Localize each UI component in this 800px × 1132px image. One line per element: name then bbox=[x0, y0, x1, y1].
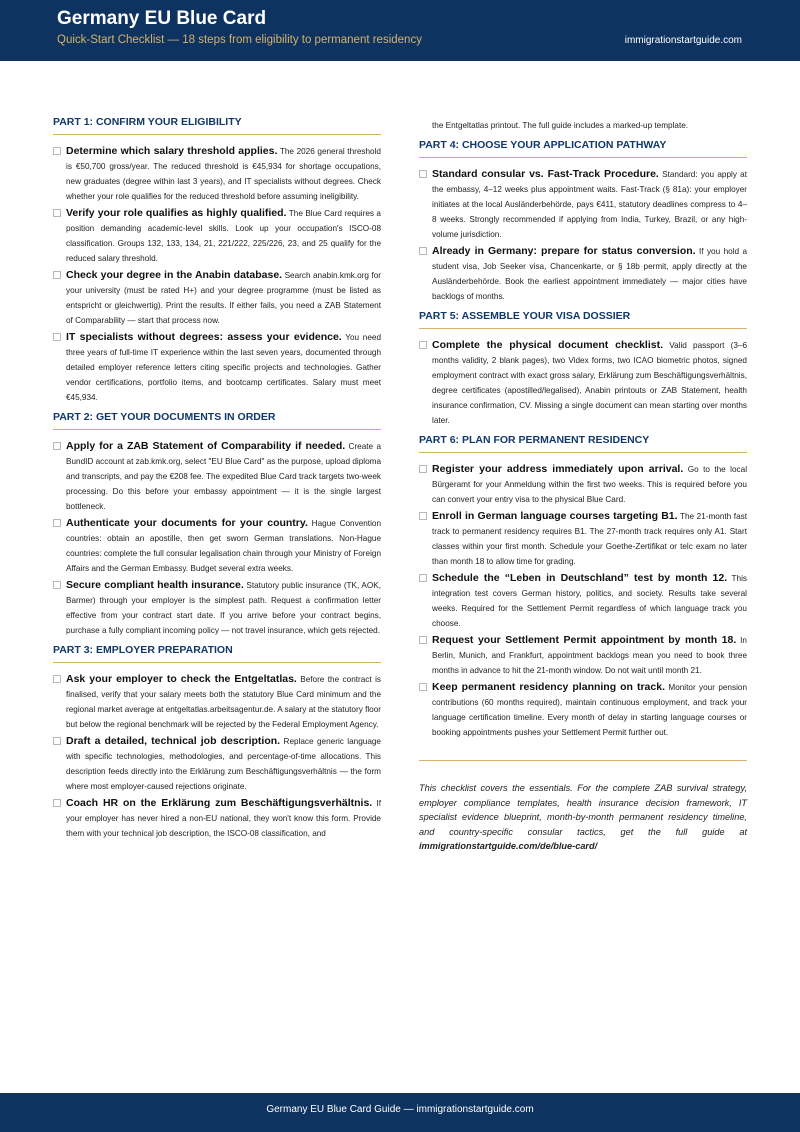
checkbox[interactable] bbox=[419, 170, 427, 178]
item-text: This integration test covers German history, politics, and society. Results take several weeks. Required for the Settlement Permit regardless of which language track you choose. bbox=[432, 574, 747, 628]
right-column bbox=[419, 118, 747, 854]
page-header bbox=[0, 0, 800, 61]
item-text: Go to the local Bürgeramt for your Anmeldung within the first two weeks. This is required before you can convert your entry visa to the physical Blue Card. bbox=[432, 465, 748, 504]
item-title: Enroll in German language courses targeting B1. bbox=[432, 510, 678, 522]
item-text: If you hold a student visa, Job Seeker visa, Chancenkarte, or § 18b permit, apply directly at the Ausländerbehörde. Book the earliest appointment immediately — major cities have backlogs of months. bbox=[432, 247, 748, 301]
item-text: Replace generic language with specific technologies, methodologies, and percentage-of-time allocations. This description feeds directly into the Erklärung zum Beschäftigungsverhältnis — the form where most employer-caused rejections originate. bbox=[66, 737, 381, 791]
item-text: Search anabin.kmk.org for your university (must be rated H+) and your degree programme (must be listed as entspricht or gleichwertig). Print the results. If either fails, you need a ZAB Statement of Comparability — start that process now. bbox=[66, 271, 381, 325]
checkbox[interactable] bbox=[53, 209, 61, 217]
item-text: Monitor your pension contributions (60 months required), maintain continuous employment, and track your language certification timeline. Every month of delay in starting language courses or booking appointments pushes your Settlement Permit further out. bbox=[432, 683, 748, 737]
page-title: Germany EU Blue Card bbox=[57, 8, 267, 29]
checklist-item[interactable] bbox=[53, 144, 381, 204]
item-continuation: the Entgeltatlas printout. The full guide includes a marked-up template. bbox=[432, 121, 689, 130]
checkbox[interactable] bbox=[53, 737, 61, 745]
item-text: Hague Convention countries: obtain an apostille, then get sworn German translations. Non-Hague countries: complete the full consular legalisation chain through your Ministry of Foreign Affairs and the German Embassy. Budget several extra weeks. bbox=[66, 519, 382, 573]
checkbox[interactable] bbox=[419, 247, 427, 255]
checkbox[interactable] bbox=[53, 442, 61, 450]
checkbox[interactable] bbox=[419, 465, 427, 473]
checklist-item[interactable] bbox=[419, 571, 747, 631]
item-title: Standard consular vs. Fast-Track Procedure. bbox=[432, 168, 659, 180]
item-title: Register your address immediately upon arrival. bbox=[432, 463, 684, 475]
checkbox[interactable] bbox=[53, 581, 61, 589]
part-5-heading: PART 5: ASSEMBLE YOUR VISA DOSSIER bbox=[419, 310, 747, 329]
checkbox[interactable] bbox=[53, 147, 61, 155]
checkbox[interactable] bbox=[419, 341, 427, 349]
checkbox[interactable] bbox=[419, 636, 427, 644]
checklist-item[interactable] bbox=[419, 633, 747, 678]
item-text: You need three years of full-time IT experience within the last seven years, documented through detailed employer reference letters citing specific projects and technologies. Gather vendor certifications, portfolio items, and bootcamp certificates. Salary must meet €45,934. bbox=[66, 333, 381, 402]
item-title: Check your degree in the Anabin database. bbox=[66, 269, 283, 281]
checklist-item[interactable] bbox=[53, 439, 381, 514]
checklist-item[interactable] bbox=[419, 244, 747, 304]
item-title: Keep permanent residency planning on track. bbox=[432, 681, 665, 693]
item-text: If your employer has never hired a non-EU national, they won't know this form. Provide them with your technical job description, the ISCO-08 classification, and bbox=[66, 799, 381, 838]
item-title: Draft a detailed, technical job description. bbox=[66, 735, 281, 747]
checklist-item[interactable] bbox=[53, 330, 381, 405]
part-2-heading: PART 2: GET YOUR DOCUMENTS IN ORDER bbox=[53, 411, 381, 430]
item-text: The 21-month fast track to permanent residency requires B1. The 27-month track requires only A1. Start classes within your first month. Schedule your Goethe-Zertifikat or telc exam no later than month 18 to allow time for grading. bbox=[432, 512, 747, 566]
closing-note bbox=[419, 781, 747, 854]
item-text: Statutory public insurance (TK, AOK, Barmer) through your employer is the simplest path. Request a confirmation letter effective from your contract start date. If you arrive before your contract begins, purchase a fully compliant incoming policy — not travel insurance, which gets rejected. bbox=[66, 581, 381, 635]
checkbox[interactable] bbox=[419, 512, 427, 520]
checkbox[interactable] bbox=[53, 799, 61, 807]
item-text: Standard: you apply at the embassy, 4–12 weeks plus appointment waits. Fast-Track (§ 81a): your employer initiates at the local Ausländerbehörde, pays €411, statutory deadlines compress to 4–8 weeks. Strongly recommended if applying from India, Turkey, Brazil, or any high-volume jurisdiction. bbox=[432, 170, 748, 239]
checklist-item[interactable] bbox=[419, 462, 747, 507]
checkbox[interactable] bbox=[53, 675, 61, 683]
item-text: Create a BundID account at zab.kmk.org, select "EU Blue Card" as the purpose, upload diploma and transcripts, and pay the €208 fee. The expedited Blue Card track targets two-week processing. Do this before your embassy appointment — it is the single largest bottleneck. bbox=[66, 442, 381, 511]
checklist-item[interactable] bbox=[53, 268, 381, 328]
item-title: Verify your role qualifies as highly qualified. bbox=[66, 207, 287, 219]
item-text: Before the contract is finalised, verify that your salary meets both the statutory Blue Card minimum and the regional market average at entgeltatlas.arbeitsagentur.de. A salary at the statutory floor but below the regional benchmark will be rejected by the Federal Employment Agency. bbox=[66, 675, 381, 729]
part-1-heading: PART 1: CONFIRM YOUR ELIGIBILITY bbox=[53, 116, 381, 135]
item-text: The Blue Card requires a position demanding academic-level skills. Look up your occupation's ISCO-08 classification. Groups 132, 133, 134, 21, 221/222, 225/226, 23, and 25 qualify for the reduced salary threshold. bbox=[66, 209, 381, 263]
guide-link[interactable]: immigrationstartguide.com/de/blue-card/ bbox=[419, 841, 598, 852]
checkbox[interactable] bbox=[53, 519, 61, 527]
part-4-heading: PART 4: CHOOSE YOUR APPLICATION PATHWAY bbox=[419, 139, 747, 158]
checkbox[interactable] bbox=[419, 683, 427, 691]
page-footer: Germany EU Blue Card Guide — immigrationstartguide.com bbox=[0, 1093, 800, 1132]
item-title: Complete the physical document checklist. bbox=[432, 339, 664, 351]
item-title: Already in Germany: prepare for status conversion. bbox=[432, 245, 696, 257]
part-3-heading: PART 3: EMPLOYER PREPARATION bbox=[53, 644, 381, 663]
item-title: Request your Settlement Permit appointment by month 18. bbox=[432, 634, 737, 646]
header-site-link[interactable]: immigrationstartguide.com bbox=[624, 35, 742, 46]
part-6-heading: PART 6: PLAN FOR PERMANENT RESIDENCY bbox=[419, 434, 747, 453]
checkbox[interactable] bbox=[419, 574, 427, 582]
item-title: Determine which salary threshold applies. bbox=[66, 145, 278, 157]
checkbox[interactable] bbox=[53, 333, 61, 341]
checklist-item[interactable] bbox=[53, 578, 381, 638]
checklist-item[interactable] bbox=[53, 734, 381, 794]
checklist-item[interactable] bbox=[53, 796, 381, 841]
item-text: Valid passport (3–6 months validity, 2 blank pages), two Videx forms, two ICAO biometric photos, signed employment contract with exact gross salary, Erklärung zum Beschäftigungsverhältnis, degree certificates (apostilled/legalised), Anabin printouts or ZAB Statement, health insurance confirmation, CV. Missing a single document can mean starting over months later. bbox=[432, 341, 748, 425]
left-column bbox=[53, 116, 381, 843]
checklist-item[interactable] bbox=[53, 516, 381, 576]
item-text: In Berlin, Munich, and Frankfurt, appointment backlogs mean you need to book three months in advance to hit the 21-month window. Do not wait until month 21. bbox=[432, 636, 747, 675]
page-subtitle: Quick-Start Checklist — 18 steps from eligibility to permanent residency bbox=[57, 34, 422, 46]
item-title: Ask your employer to check the Entgeltatlas. bbox=[66, 673, 297, 685]
checklist-item[interactable] bbox=[419, 509, 747, 569]
item-text: The 2026 general threshold is €50,700 gross/year. The reduced threshold is €45,934 for shortage occupations, new graduates (degree within last 3 years), and IT specialists without degrees. Check whether your role qualifies for the reduced threshold before assuming ineligibility. bbox=[66, 147, 381, 201]
item-title: IT specialists without degrees: assess your evidence. bbox=[66, 331, 342, 343]
checkbox[interactable] bbox=[53, 271, 61, 279]
item-title: Apply for a ZAB Statement of Comparability if needed. bbox=[66, 440, 346, 452]
checklist-item[interactable] bbox=[419, 680, 747, 740]
divider bbox=[419, 760, 747, 761]
item-title: Schedule the “Leben in Deutschland” test by month 12. bbox=[432, 572, 728, 584]
checklist-item[interactable] bbox=[419, 338, 747, 428]
item-title: Coach HR on the Erklärung zum Beschäftigungsverhältnis. bbox=[66, 797, 373, 809]
checklist-item[interactable] bbox=[419, 167, 747, 242]
checklist-item[interactable] bbox=[53, 672, 381, 732]
item-title: Secure compliant health insurance. bbox=[66, 579, 244, 591]
closing-text: This checklist covers the essentials. For the complete ZAB survival strategy, employer compliance templates, health insurance decision framework, IT specialist evidence blueprint, month-by-month permanent residency timeline, and country-specific consular tactics, get the full guide at bbox=[419, 783, 747, 837]
checklist-item[interactable] bbox=[53, 206, 381, 266]
item-title: Authenticate your documents for your country. bbox=[66, 517, 308, 529]
